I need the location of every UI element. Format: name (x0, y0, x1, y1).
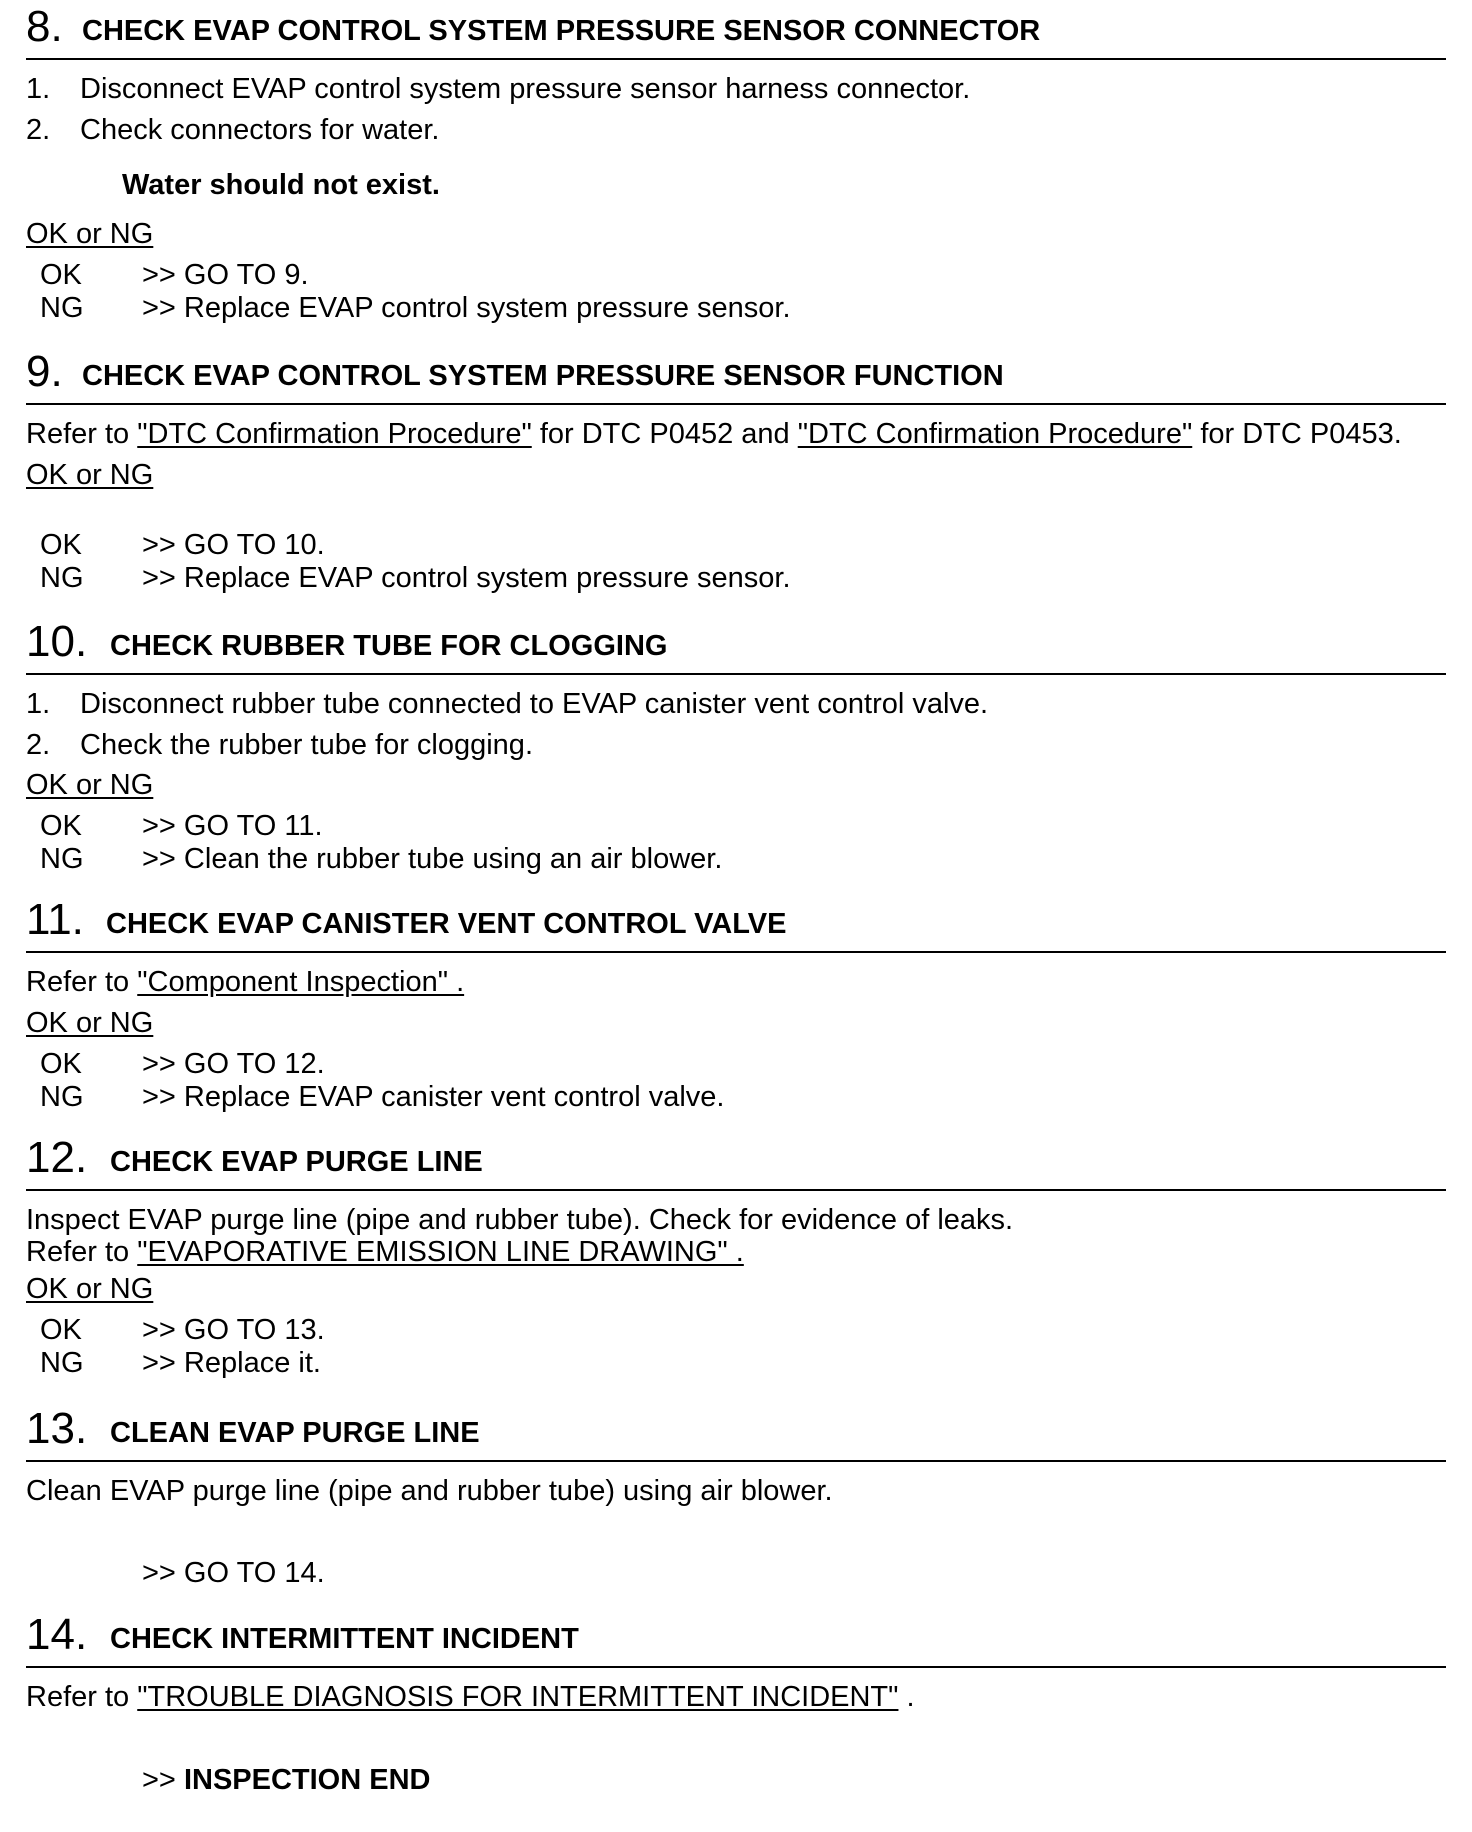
section-12-ok-or-ng: OK or NG (26, 1273, 154, 1305)
section-12-body: Inspect EVAP purge line (pipe and rubber tube). Check for evidence of leaks. (26, 1204, 1014, 1236)
section-9-ng-result: >> Replace EVAP control system pressure sensor. (142, 562, 791, 594)
section-12-header (26, 1131, 1446, 1191)
trouble-diagnosis-intermittent-link[interactable]: "TROUBLE DIAGNOSIS FOR INTERMITTENT INCIDENT" (137, 1681, 899, 1713)
evap-emission-line-drawing-link[interactable]: "EVAPORATIVE EMISSION LINE DRAWING" . (137, 1236, 744, 1268)
section-10-ok-result: >> GO TO 11. (142, 810, 323, 842)
section-9-title: CHECK EVAP CONTROL SYSTEM PRESSURE SENSOR FUNCTION (82, 360, 1004, 392)
section-9-ok-or-ng: OK or NG (26, 459, 154, 491)
section-13-title: CLEAN EVAP PURGE LINE (110, 1417, 480, 1449)
section-11-header (26, 893, 1446, 953)
dtc-confirmation-link-p0453[interactable]: "DTC Confirmation Procedure" (797, 418, 1193, 450)
section-13-header (26, 1402, 1446, 1462)
step-text: Disconnect EVAP control system pressure sensor harness connector. (80, 73, 971, 105)
section-11-ok-result: >> GO TO 12. (142, 1048, 325, 1080)
refer-tail-text: for DTC P0453. (1200, 418, 1402, 450)
section-9-header (26, 345, 1446, 405)
section-10-step-1 (26, 687, 988, 721)
section-10-ng-result: >> Clean the rubber tube using an air blower. (142, 843, 723, 875)
refer-mid-text: for DTC P0452 and (539, 418, 790, 450)
section-8-ng-label: NG (40, 292, 84, 324)
section-8-ng-result: >> Replace EVAP control system pressure sensor. (142, 292, 791, 324)
section-12-refer (26, 1235, 744, 1269)
refer-to-label: Refer to (26, 1236, 130, 1268)
step-number: 2. (26, 114, 51, 146)
section-8-ok-label: OK (40, 259, 82, 291)
section-12 (26, 1131, 1446, 1379)
section-11-ng-result: >> Replace EVAP canister vent control valve. (142, 1081, 725, 1113)
section-14 (26, 1608, 1446, 1796)
section-8-step-1 (26, 72, 970, 106)
step-number: 1. (26, 73, 51, 105)
section-13 (26, 1402, 1446, 1589)
section-10-ng-label: NG (40, 843, 84, 875)
section-10-number: 10. (26, 617, 88, 666)
section-8-number: 8. (26, 2, 63, 51)
section-8-header (26, 0, 1446, 60)
inspection-end-label: INSPECTION END (183, 1764, 431, 1796)
section-9 (26, 345, 1446, 594)
section-13-result: >> GO TO 14. (142, 1557, 325, 1589)
section-8-spec: Water should not exist. (122, 169, 440, 201)
section-12-divider (26, 1189, 1446, 1191)
step-text: Check connectors for water. (80, 114, 440, 146)
refer-to-label: Refer to (26, 966, 130, 998)
section-11-ok-or-ng: OK or NG (26, 1007, 154, 1039)
section-14-refer (26, 1680, 915, 1714)
section-14-divider (26, 1666, 1446, 1668)
section-12-title: CHECK EVAP PURGE LINE (110, 1146, 483, 1178)
section-13-body: Clean EVAP purge line (pipe and rubber tube) using air blower. (26, 1475, 833, 1507)
section-8-step-2 (26, 113, 439, 147)
section-12-ng-result: >> Replace it. (142, 1347, 321, 1379)
section-13-number: 13. (26, 1404, 88, 1453)
section-10 (26, 615, 1446, 875)
section-11-refer (26, 965, 464, 999)
result-arrow: >> (142, 1764, 176, 1796)
step-number: 2. (26, 729, 51, 761)
section-11-ng-label: NG (40, 1081, 84, 1113)
refer-tail-text: . (906, 1681, 915, 1713)
section-12-ok-label: OK (40, 1314, 82, 1346)
section-8-ok-result: >> GO TO 9. (142, 259, 309, 291)
section-8-ok-or-ng: OK or NG (26, 218, 154, 250)
section-10-title: CHECK RUBBER TUBE FOR CLOGGING (110, 630, 668, 662)
section-10-divider (26, 673, 1446, 675)
section-8-divider (26, 58, 1446, 60)
section-10-ok-or-ng: OK or NG (26, 769, 154, 801)
section-8-title: CHECK EVAP CONTROL SYSTEM PRESSURE SENSOR CONNECTOR (82, 15, 1041, 47)
section-10-ok-label: OK (40, 810, 82, 842)
step-text: Disconnect rubber tube connected to EVAP canister vent control valve. (80, 688, 989, 720)
section-12-ok-result: >> GO TO 13. (142, 1314, 325, 1346)
section-9-ok-result: >> GO TO 10. (142, 529, 325, 561)
section-10-header (26, 615, 1446, 675)
section-11-title: CHECK EVAP CANISTER VENT CONTROL VALVE (106, 908, 787, 940)
section-9-number: 9. (26, 347, 63, 396)
component-inspection-link[interactable]: "Component Inspection" . (137, 966, 465, 998)
section-9-ng-label: NG (40, 562, 84, 594)
section-11-number: 11. (26, 895, 84, 944)
section-9-ok-label: OK (40, 529, 82, 561)
dtc-confirmation-link-p0452[interactable]: "DTC Confirmation Procedure" (137, 418, 532, 450)
section-11-ok-label: OK (40, 1048, 82, 1080)
step-number: 1. (26, 688, 51, 720)
step-text: Check the rubber tube for clogging. (80, 729, 533, 761)
section-14-number: 14. (26, 1610, 88, 1659)
section-14-title: CHECK INTERMITTENT INCIDENT (110, 1623, 579, 1655)
section-12-ng-label: NG (40, 1347, 84, 1379)
refer-to-label: Refer to (26, 418, 130, 450)
section-13-divider (26, 1460, 1446, 1462)
section-14-result (142, 1763, 430, 1797)
section-14-header (26, 1608, 1446, 1668)
section-10-step-2 (26, 728, 533, 762)
section-11 (26, 893, 1446, 1113)
refer-to-label: Refer to (26, 1681, 130, 1713)
section-9-refer (26, 417, 1402, 451)
section-8 (26, 0, 1446, 324)
section-9-divider (26, 403, 1446, 405)
section-11-divider (26, 951, 1446, 953)
section-12-number: 12. (26, 1133, 88, 1182)
